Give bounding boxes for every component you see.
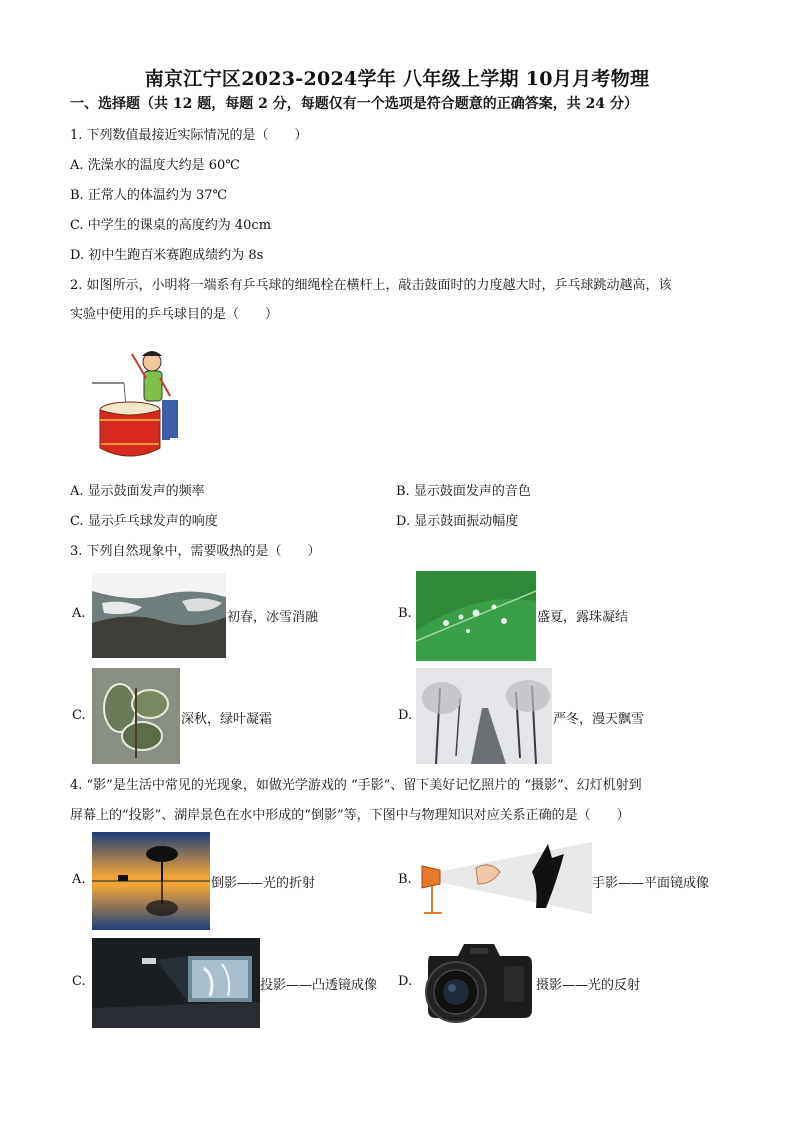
q2-option-c: C. 显示乒乓球发声的响度 <box>70 514 218 529</box>
snowy-road-photo <box>416 668 552 764</box>
q4-option-d-letter: D. <box>398 974 413 989</box>
q1-option-a: A. 洗澡水的温度大约是 60℃ <box>70 158 240 173</box>
q2-stem-line2: 实验中使用的乒乓球目的是（ ） <box>70 307 279 322</box>
q4-stem-line2: 屏幕上的“投影”、湖岸景色在水中形成的“倒影”等，下图中与物理知识对应关系正确的是（ ） <box>70 808 630 823</box>
q3-option-a-caption: 初春，冰雪消融 <box>227 610 319 625</box>
q4-option-c-letter: C. <box>72 974 86 989</box>
q3-option-d-letter: D. <box>398 708 413 723</box>
q3-option-b-letter: B. <box>398 606 412 621</box>
q3-option-a-letter: A. <box>72 606 86 621</box>
q3-option-c-letter: C. <box>72 708 86 723</box>
q4-option-a-letter: A. <box>72 872 86 887</box>
q1-option-b: B. 正常人的体温约为 37℃ <box>70 188 228 203</box>
q1-option-c: C. 中学生的课桌的高度约为 40cm <box>70 218 272 233</box>
q4-stem-line1: 4. “影”是生活中常见的光现象，如做光学游戏的 “手影”、留下美好记忆照片的 “摄影”、幻灯机射到 <box>70 778 642 793</box>
melting-snow-photo <box>92 573 226 658</box>
q2-option-a: A. 显示鼓面发声的频率 <box>70 484 205 499</box>
dew-drops-photo <box>416 571 536 661</box>
frosted-leaves-photo <box>92 668 180 764</box>
lake-reflection-photo <box>92 832 210 930</box>
hand-shadow-illustration <box>418 838 592 918</box>
q3-option-d-caption: 严冬，漫天飘雪 <box>553 712 645 727</box>
q1-option-d: D. 初中生跑百米赛跑成绩约为 8s <box>70 248 264 263</box>
q2-option-b: B. 显示鼓面发声的音色 <box>396 484 531 499</box>
q4-option-b-letter: B. <box>398 872 412 887</box>
q4-option-a-caption: 倒影——光的折射 <box>211 876 316 891</box>
q3-option-b-caption: 盛夏，露珠凝结 <box>537 610 629 625</box>
drum-illustration <box>90 340 186 466</box>
projector-room-photo <box>92 938 260 1028</box>
page-title: 南京江宁区2023-2024学年 八年级上学期 10月月考物理 <box>144 68 650 90</box>
q3-option-c-caption: 深秋，绿叶凝霜 <box>181 712 273 727</box>
q2-stem-line1: 2. 如图所示，小明将一端系有乒乓球的细绳栓在横杆上，敲击鼓面时的力度越大时，乒乓球跳动越高，该 <box>70 278 672 293</box>
q3-stem: 3. 下列自然现象中，需要吸热的是（ ） <box>70 544 321 559</box>
q1-stem: 1. 下列数值最接近实际情况的是（ ） <box>70 128 308 143</box>
camera-photo <box>418 936 534 1028</box>
section-heading: 一、选择题（共 12 题，每题 2 分，每题仅有一个选项是符合题意的正确答案，共 24 分） <box>70 96 638 112</box>
q4-option-d-caption: 摄影——光的反射 <box>536 978 641 993</box>
q4-option-c-caption: 投影——凸透镜成像 <box>260 978 378 993</box>
q2-option-d: D. 显示鼓面振动幅度 <box>396 514 519 529</box>
q4-option-b-caption: 手影——平面镜成像 <box>592 876 710 891</box>
